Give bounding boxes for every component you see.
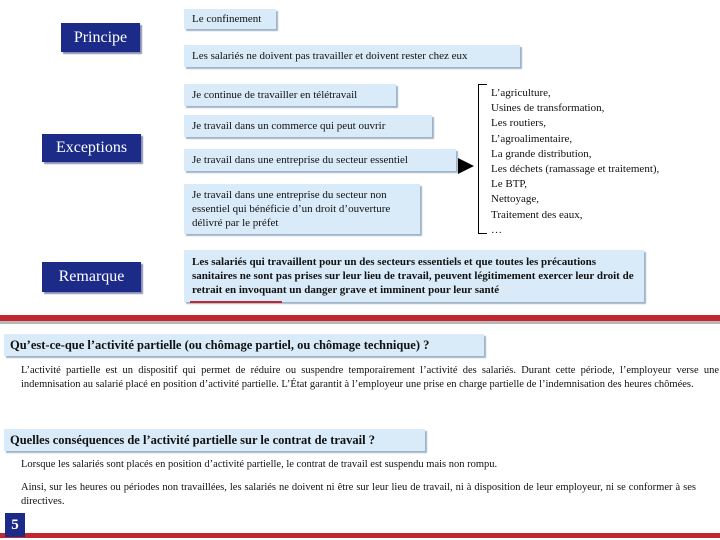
label-exceptions: Exceptions bbox=[42, 134, 141, 162]
page-number: 5 bbox=[5, 513, 25, 537]
list-item: Les déchets (ramassage et traitement), bbox=[491, 163, 660, 176]
box-teletravail: Je continue de travailler en télétravail bbox=[184, 84, 396, 106]
separator-gray bbox=[0, 321, 720, 324]
label-principe: Principe bbox=[61, 23, 140, 52]
list-item: Usines de transformation, bbox=[491, 102, 605, 115]
list-item: Le BTP, bbox=[491, 178, 528, 191]
list-item: Les routiers, bbox=[491, 117, 546, 130]
question-consequences: Quelles conséquences de l’activité partielle sur le contrat de travail ? bbox=[4, 429, 425, 451]
list-item: L’agriculture, bbox=[491, 87, 551, 99]
box-confinement: Le confinement bbox=[184, 9, 276, 29]
box-remarque: Les salariés qui travaillent pour un des secteurs essentiels et que toutes les précautions sanitaires ne sont pas prises sur leur lieu de travail, peuvent légitimement exercer leur droit de retrait en invoquant un danger grave et imminent pour leur santé bbox=[184, 250, 644, 302]
box-commerce: Je travail dans un commerce qui peut ouvrir bbox=[184, 115, 432, 137]
list-item: Traitement des eaux, bbox=[491, 208, 583, 221]
list-item: Nettoyage, bbox=[491, 193, 539, 206]
question-activite-partielle: Qu’est-ce-que l’activité partielle (ou chômage partiel, ou chômage technique) ? bbox=[4, 334, 484, 356]
paragraph-activite-partielle: L’activité partielle est un dispositif qui permet de réduire ou suspendre temporairement l’activité des salariés. Durant cette période, l’employeur verse une indemnisation au salarié placé en position d’activité partielle. L’État garantit à l’employeur une prise en charge partielle de l’indemnisation des heures chômées. bbox=[21, 365, 719, 390]
bracket bbox=[478, 84, 487, 234]
list-item: La grande distribution, bbox=[491, 147, 592, 160]
footer-line bbox=[0, 533, 720, 538]
paragraph-contrat-suspendu: Lorsque les salariés sont placés en position d’activité partielle, le contrat de travail est suspendu mais non rompu. bbox=[21, 459, 498, 470]
box-principe-text: Les salariés ne doivent pas travailler et doivent rester chez eux bbox=[184, 45, 520, 67]
arrow-right-icon bbox=[458, 158, 474, 174]
list-item: L’agroalimentaire, bbox=[491, 132, 573, 145]
list-item: … bbox=[491, 223, 502, 236]
box-secteur-non-essentiel: Je travail dans une entreprise du secteur non essentiel qui bénéficie d’un droit d’ouverture délivré par le préfet bbox=[184, 184, 420, 234]
box-secteur-essentiel: Je travail dans une entreprise du secteur essentiel bbox=[184, 149, 456, 171]
sector-list bbox=[491, 86, 713, 238]
paragraph-heures-non-travaillees: Ainsi, sur les heures ou périodes non travaillées, les salariés ne doivent ni être sur leur lieu de travail, ni à disposition de leur employeur, ni se conformer à ses directives. bbox=[21, 482, 696, 507]
label-remarque: Remarque bbox=[42, 262, 141, 292]
underline-droit-de-retrait bbox=[190, 301, 282, 303]
